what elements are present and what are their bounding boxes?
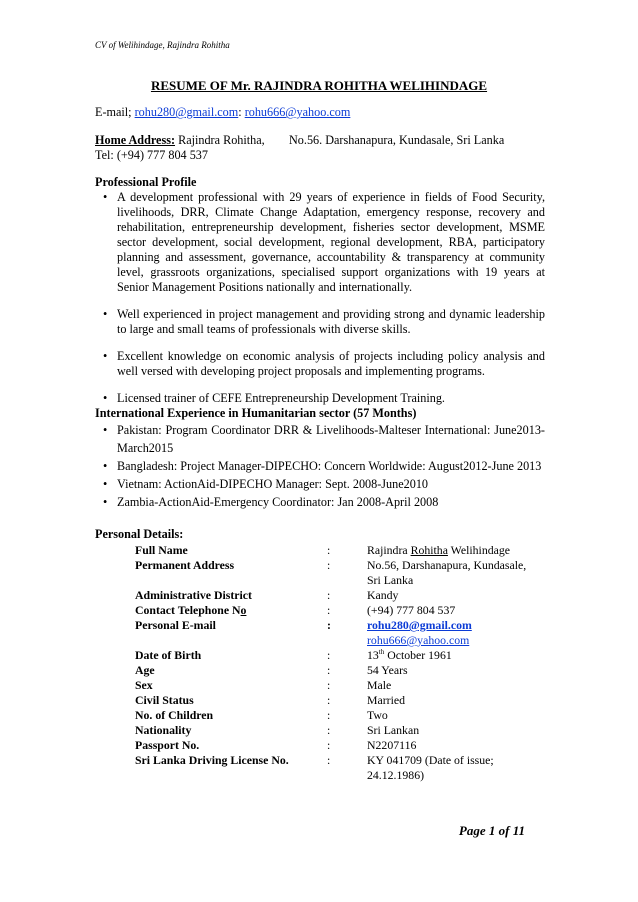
list-item: • Vietnam: ActionAid-DIPECHO Manager: Sept. 2008-June2010 bbox=[95, 475, 545, 493]
license-value-line-1: KY 041709 (Date of issue; bbox=[367, 753, 494, 767]
table-row bbox=[135, 648, 535, 663]
permanent-address-label: Permanent Address bbox=[135, 558, 235, 572]
colon: : bbox=[327, 738, 331, 752]
civil-status-value: Married bbox=[367, 693, 405, 707]
list-item: • Excellent knowledge on economic analysis of projects including policy analysis and well versed with developing project proposals and implementing programs. bbox=[95, 349, 545, 379]
personal-email-gmail[interactable]: rohu280@gmail.com bbox=[367, 618, 472, 632]
home-address-label: Home Address: bbox=[95, 133, 176, 147]
permanent-address-line-2: Sri Lanka bbox=[367, 573, 414, 587]
full-name-middle: Rohitha bbox=[410, 543, 448, 557]
table-row bbox=[135, 558, 535, 588]
phone-label bbox=[135, 603, 246, 618]
page-number: Page 1 of 11 bbox=[458, 823, 525, 838]
email-line bbox=[95, 105, 350, 120]
colon: : bbox=[327, 588, 331, 602]
passport-label: Passport No. bbox=[135, 738, 200, 752]
district-value: Kandy bbox=[367, 588, 399, 602]
colon: : bbox=[327, 708, 331, 722]
colon: : bbox=[327, 558, 331, 572]
list-item: • A development professional with 29 years of experience in fields of Food Security, livelihoods, DRR, Climate Change Adaptation, emergency response, recovery and rehabilitation, entrepreneurship development, fisheries sector development, MSME sector development, social development, regional development, RBA, participatory planning and assessment, governance, accountability & transparency at community level, grassroots organizations, specialised support organizations with 19 years at Senior Management Positions nationally and internationally. bbox=[95, 190, 545, 295]
dob-day: 13 bbox=[367, 648, 379, 662]
sex-label: Sex bbox=[135, 678, 153, 692]
colon: : bbox=[327, 543, 331, 557]
table-row bbox=[135, 738, 535, 753]
age-value: 54 Years bbox=[367, 663, 408, 677]
table-row bbox=[135, 603, 535, 618]
intl-experience-list bbox=[95, 421, 545, 511]
professional-profile-heading: Professional Profile bbox=[95, 175, 197, 189]
colon: : bbox=[327, 723, 331, 737]
list-item: • Bangladesh: Project Manager-DIPECHO: Concern Worldwide: August2012-June 2013 bbox=[95, 457, 545, 475]
colon: : bbox=[327, 753, 331, 767]
nationality-label: Nationality bbox=[135, 723, 192, 737]
list-item: • Pakistan: Program Coordinator DRR & Livelihoods-Malteser International: June2013-March2015 bbox=[95, 421, 545, 457]
email-link-yahoo[interactable]: rohu666@yahoo.com bbox=[244, 105, 351, 119]
dob-label: Date of Birth bbox=[135, 648, 202, 662]
table-row bbox=[135, 678, 535, 693]
home-address-value: No.56. Darshanapura, Kundasale, Sri Lanka bbox=[289, 133, 505, 147]
list-item: • Well experienced in project management and providing strong and dynamic leadership to large and small teams of professionals with diverse skills. bbox=[95, 307, 545, 337]
permanent-address-line-1: No.56, Darshanapura, Kundasale, bbox=[367, 558, 527, 572]
running-header: CV of Welihindage, Rajindra Rohitha bbox=[95, 40, 230, 50]
list-item: • Licensed trainer of CEFE Entrepreneurship Development Training. bbox=[95, 391, 545, 406]
table-row bbox=[135, 588, 535, 603]
colon: : bbox=[327, 663, 331, 677]
email-label: E-mail; bbox=[95, 105, 132, 119]
children-label: No. of Children bbox=[135, 708, 214, 722]
full-name-last: Welihindage bbox=[447, 543, 510, 557]
dob-value bbox=[367, 648, 452, 663]
civil-status-label: Civil Status bbox=[135, 693, 194, 707]
table-row bbox=[135, 618, 535, 648]
colon: : bbox=[327, 603, 331, 617]
phone-label-suffix: o bbox=[240, 603, 247, 617]
district-label: Administrative District bbox=[135, 588, 252, 602]
sex-value: Male bbox=[367, 678, 392, 692]
children-value: Two bbox=[367, 708, 388, 722]
table-row bbox=[135, 543, 535, 558]
colon: : bbox=[327, 618, 331, 632]
table-row bbox=[135, 723, 535, 738]
list-item: • Zambia-ActionAid-Emergency Coordinator: Jan 2008-April 2008 bbox=[95, 493, 545, 511]
full-name-label: Full Name bbox=[135, 543, 188, 557]
nationality-value: Sri Lankan bbox=[367, 723, 420, 737]
license-label: Sri Lanka Driving License No. bbox=[135, 753, 289, 767]
table-row bbox=[135, 753, 535, 783]
dob-ordinal: th bbox=[378, 648, 385, 657]
colon: : bbox=[327, 693, 331, 707]
colon: : bbox=[327, 648, 331, 662]
full-name-value bbox=[367, 543, 510, 558]
professional-profile-list bbox=[95, 190, 545, 406]
table-row bbox=[135, 708, 535, 723]
full-name-first: Rajindra bbox=[367, 543, 411, 557]
intl-experience-heading: International Experience in Humanitarian sector (57 Months) bbox=[95, 406, 417, 420]
personal-details-table bbox=[135, 543, 535, 783]
personal-email-label: Personal E-mail bbox=[135, 618, 216, 632]
home-address-line bbox=[95, 133, 505, 148]
telephone-line: Tel: (+94) 777 804 537 bbox=[95, 148, 208, 162]
license-value-line-2: 24.12.1986) bbox=[367, 768, 425, 782]
table-row bbox=[135, 663, 535, 678]
phone-value: (+94) 777 804 537 bbox=[367, 603, 456, 617]
age-label: Age bbox=[135, 663, 155, 677]
home-address-name: Rajindra Rohitha, bbox=[178, 133, 265, 147]
document-title: RESUME OF Mr. RAJINDRA ROHITHA WELIHINDAGE bbox=[150, 78, 488, 93]
personal-email-yahoo[interactable]: rohu666@yahoo.com bbox=[367, 633, 470, 647]
passport-value: N2207116 bbox=[367, 738, 417, 752]
colon: : bbox=[327, 678, 331, 692]
email-link-gmail[interactable]: rohu280@gmail.com bbox=[134, 105, 239, 119]
personal-details-heading: Personal Details: bbox=[95, 527, 184, 541]
table-row bbox=[135, 693, 535, 708]
email-separator: : bbox=[238, 105, 242, 119]
dob-month-year: October 1961 bbox=[384, 648, 452, 662]
phone-label-text: Contact Telephone N bbox=[135, 603, 241, 617]
